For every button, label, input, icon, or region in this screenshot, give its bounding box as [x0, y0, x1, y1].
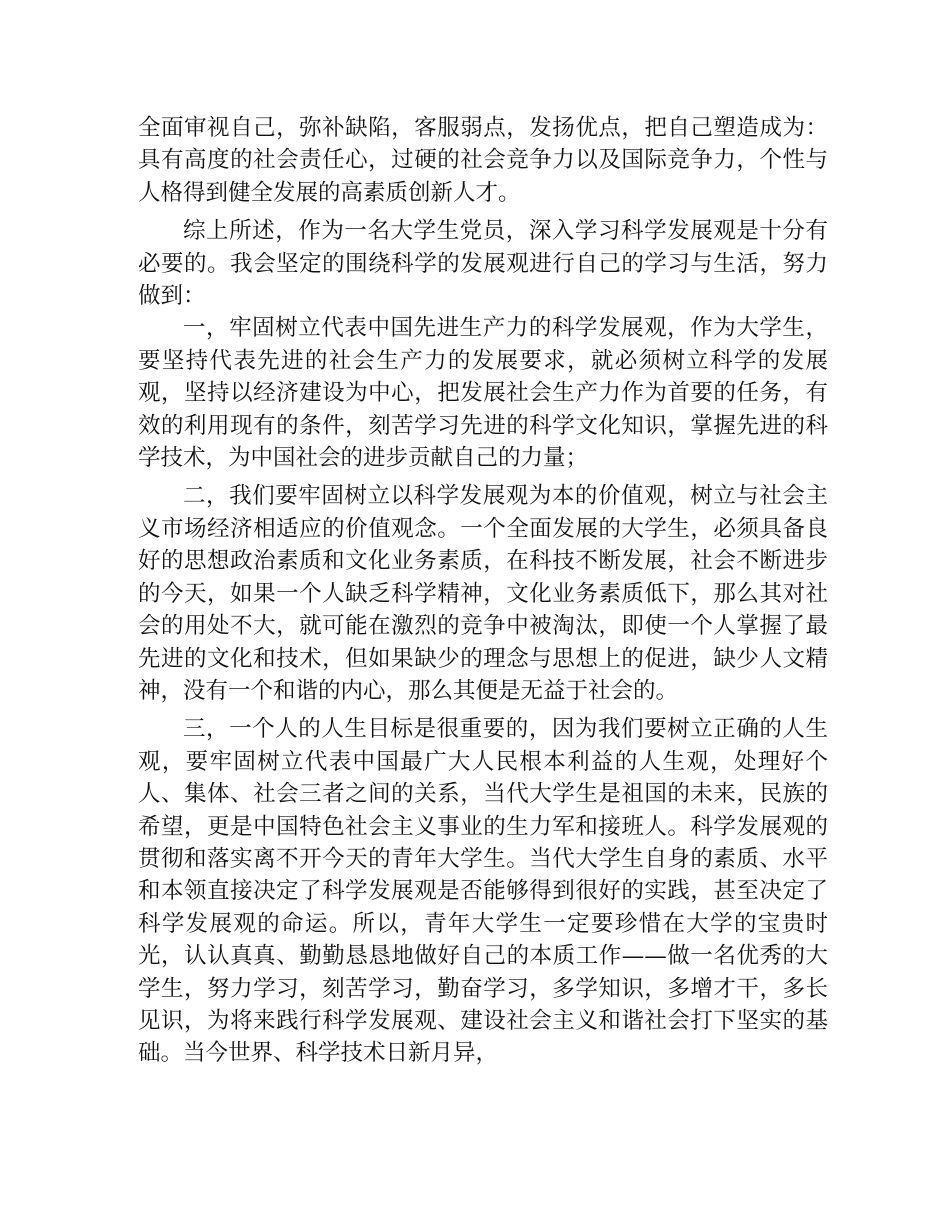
paragraph-continuation: 全面审视自己，弥补缺陷，客服弱点，发扬优点，把自己塑造成为：具有高度的社会责任心，过硬的社会竞争力以及国际竞争力，个性与人格得到健全发展的高素质创新人才。: [138, 115, 828, 206]
paragraph-point-two: 二，我们要牢固树立以科学发展观为本的价值观，树立与社会主义市场经济相适应的价值观念。一个全面发展的大学生，必须具备良好的思想政治素质和文化业务素质，在科技不断发展，社会不断进步的今天，如果一个人缺乏科学精神，文化业务素质低下，那么其对社会的用处不大，就可能在激烈的竞争中被淘汰，即使一个人掌握了最先进的文化和技术，但如果缺少的理念与思想上的促进，缺少人文精神，没有一个和谐的内心，那么其便是无益于社会的。: [138, 483, 828, 704]
paragraph-point-one: 一，牢固树立代表中国先进生产力的科学发展观，作为大学生，要坚持代表先进的社会生产力的发展要求，就必须树立科学的发展观，坚持以经济建设为中心，把发展社会生产力作为首要的任务，有效的利用现有的条件，刻苦学习先进的科学文化知识，掌握先进的科学技术，为中国社会的进步贡献自己的力量；: [138, 315, 828, 472]
document-page: [138, 112, 828, 1070]
paragraph-summary: 综上所述，作为一名大学生党员，深入学习科学发展观是十分有必要的。我会坚定的围绕科学的发展观进行自己的学习与生活，努力做到：: [138, 218, 828, 310]
paragraph-point-three: 三，一个人的人生目标是很重要的，因为我们要树立正确的人生观，要牢固树立代表中国最广大人民根本利益的人生观，处理好个人、集体、社会三者之间的关系，当代大学生是祖国的未来，民族的希望，更是中国特色社会主义事业的生力军和接班人。科学发展观的贯彻和落实离不开今天的青年大学生。当代大学生自身的素质、水平和本领直接决定了科学发展观是否能够得到很好的实践，甚至决定了科学发展观的命运。所以，青年大学生一定要珍惜在大学的宝贵时光，认认真真、勤勤恳恳地做好自己的本质工作——做一名优秀的大学生，努力学习，刻苦学习，勤奋学习，多学知识，多增才干，多长见识，为将来践行科学发展观、建设社会主义和谐社会打下坚实的基础。当今世界、科学技术日新月异，: [138, 716, 828, 1067]
